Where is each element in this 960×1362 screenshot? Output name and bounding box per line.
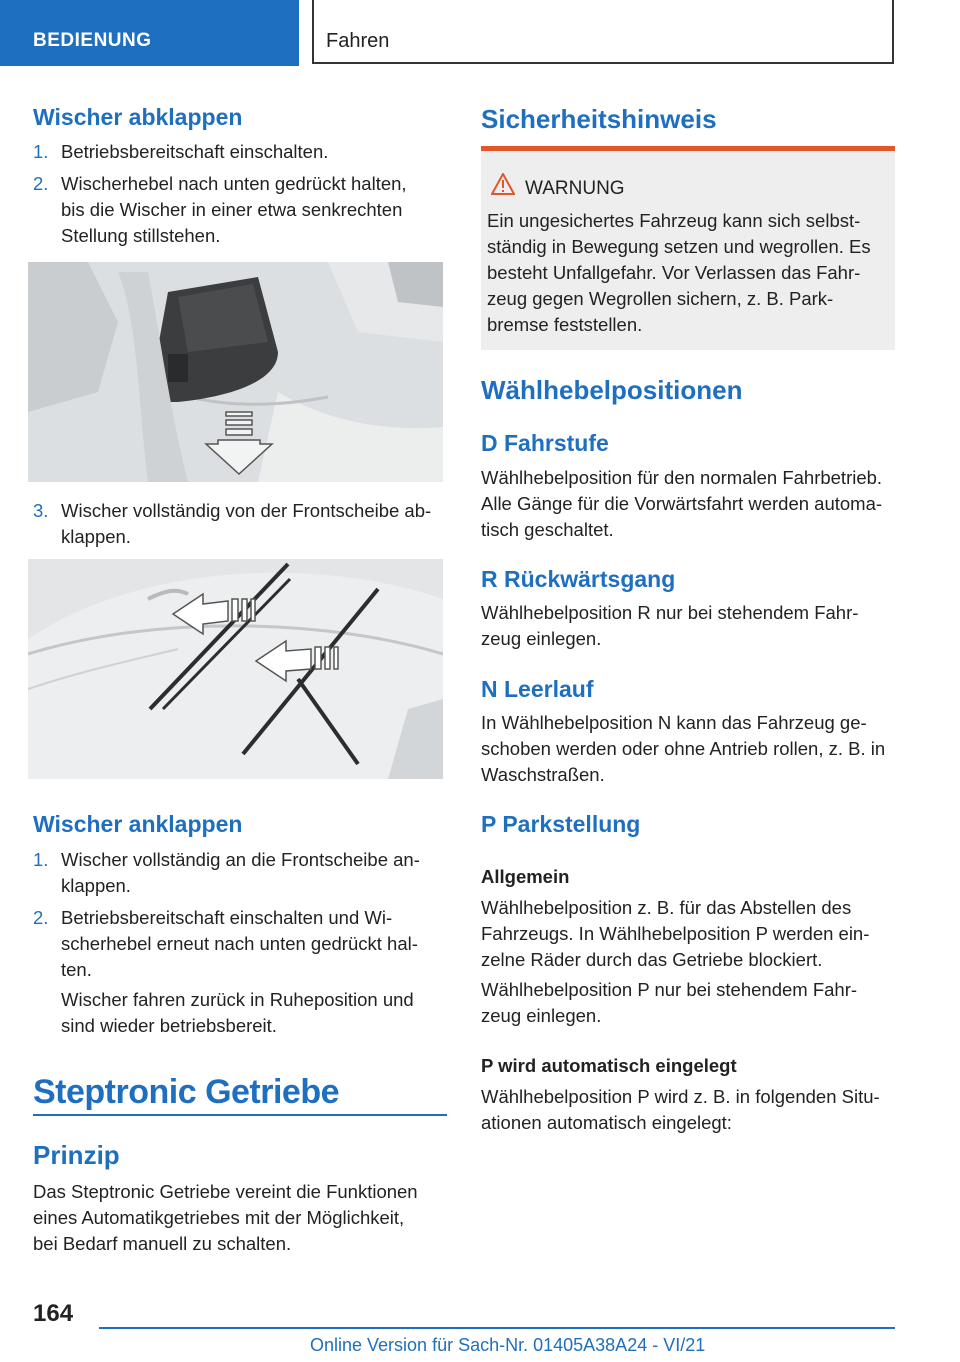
warning-text: besteht Unfallgefahr. Vor Verlassen das Fahr‐ [487, 262, 861, 283]
heading-p-parkstellung: P Parkstellung [481, 811, 641, 837]
body-text: eines Automatikgetriebes mit der Möglichkeit, [33, 1207, 405, 1228]
heading-sicherheitshinweis: Sicherheitshinweis [481, 104, 717, 134]
step-text: scherhebel erneut nach unten gedrückt hal‐ [61, 933, 418, 954]
wiper-lever-illustration [28, 262, 443, 482]
heading-waehlhebelpositionen: Wählhebelpositionen [481, 375, 743, 405]
warning-text: zeug gegen Wegrollen sichern, z. B. Park‐ [487, 288, 834, 309]
page-number: 164 [33, 1300, 74, 1327]
body-text: schoben werden oder ohne Antrieb rollen, z. B. in [481, 738, 886, 759]
body-text: Wählhebelposition P wird z. B. in folgenden Situ‐ [481, 1086, 880, 1107]
heading-d-fahrstufe: D Fahrstufe [481, 430, 609, 456]
footer-rule [99, 1327, 895, 1329]
step-text: Wischerhebel nach unten gedrückt halten, [61, 173, 407, 194]
step-number: 2. [33, 173, 49, 194]
heading-steptronic: Steptronic Getriebe [33, 1073, 340, 1111]
footer-version-text: Online Version für Sach-Nr. 01405A38A24 - VI/21 [310, 1335, 706, 1355]
body-text: zeug einlegen. [481, 1005, 602, 1026]
warning-text: ständig in Bewegung setzen und wegrollen. Es [487, 236, 871, 257]
body-text: Waschstraßen. [481, 764, 605, 785]
step-text: Betriebsbereitschaft einschalten. [61, 141, 329, 162]
body-text: Alle Gänge für die Vorwärtsfahrt werden automa‐ [481, 493, 883, 514]
section-tab [0, 0, 299, 66]
subheading-p-automatisch: P wird automatisch eingelegt [481, 1055, 737, 1076]
step-text: klappen. [61, 875, 131, 896]
wiper-fold-illustration [28, 559, 443, 779]
body-text: Fahrzeugs. In Wählhebelposition P werden ein‐ [481, 923, 870, 944]
heading-r-rueckwaertsgang: R Rückwärtsgang [481, 566, 676, 592]
heading-wischer-abklappen: Wischer abklappen [33, 104, 243, 130]
step-text: Wischer vollständig von der Frontscheibe ab‐ [61, 500, 432, 521]
heading-prinzip: Prinzip [33, 1140, 120, 1170]
chapter-title: Fahren [326, 30, 390, 52]
heading-wischer-anklappen: Wischer anklappen [33, 811, 243, 837]
step-text: Betriebsbereitschaft einschalten und Wi‐ [61, 907, 393, 928]
heading-n-leerlauf: N Leerlauf [481, 676, 594, 702]
step-text: Wischer vollständig an die Frontscheibe an‐ [61, 849, 420, 870]
body-text: Wählhebelposition R nur bei stehendem Fahr‐ [481, 602, 859, 623]
warning-text: bremse feststellen. [487, 314, 643, 335]
warning-text: Ein ungesichertes Fahrzeug kann sich selbst‐ [487, 210, 861, 231]
warning-triangle-icon [491, 173, 515, 195]
body-text: In Wählhebelposition N kann das Fahrzeug ge‐ [481, 712, 867, 733]
step-note: sind wieder betriebsbereit. [61, 1015, 277, 1036]
body-text: Wählhebelposition P nur bei stehendem Fahr‐ [481, 979, 858, 1000]
body-text: tisch geschaltet. [481, 519, 614, 540]
step-note: Wischer fahren zurück in Ruheposition und [61, 989, 414, 1010]
body-text: ationen automatisch eingelegt: [481, 1112, 732, 1133]
step-number: 1. [33, 849, 49, 870]
body-text: Wählhebelposition z. B. für das Abstellen des [481, 897, 852, 918]
body-text: Das Steptronic Getriebe vereint die Funktionen [33, 1181, 418, 1202]
step-text: klappen. [61, 526, 131, 547]
step-text: ten. [61, 959, 92, 980]
warning-box [481, 146, 895, 350]
step-text: bis die Wischer in einer etwa senkrechten [61, 199, 403, 220]
step-number: 2. [33, 907, 49, 928]
subheading-allgemein: Allgemein [481, 866, 570, 887]
step-text: Stellung stillstehen. [61, 225, 221, 246]
step-number: 1. [33, 141, 49, 162]
body-text: Wählhebelposition für den normalen Fahrbetrieb. [481, 467, 883, 488]
section-title: BEDIENUNG [33, 30, 152, 51]
body-text: zelne Räder durch das Getriebe blockiert. [481, 949, 823, 970]
body-text: zeug einlegen. [481, 628, 602, 649]
body-text: bei Bedarf manuell zu schalten. [33, 1233, 292, 1254]
section-rule [33, 1114, 447, 1116]
chapter-tab [312, 0, 894, 64]
step-number: 3. [33, 500, 49, 521]
warning-label: WARNUNG [525, 178, 625, 199]
